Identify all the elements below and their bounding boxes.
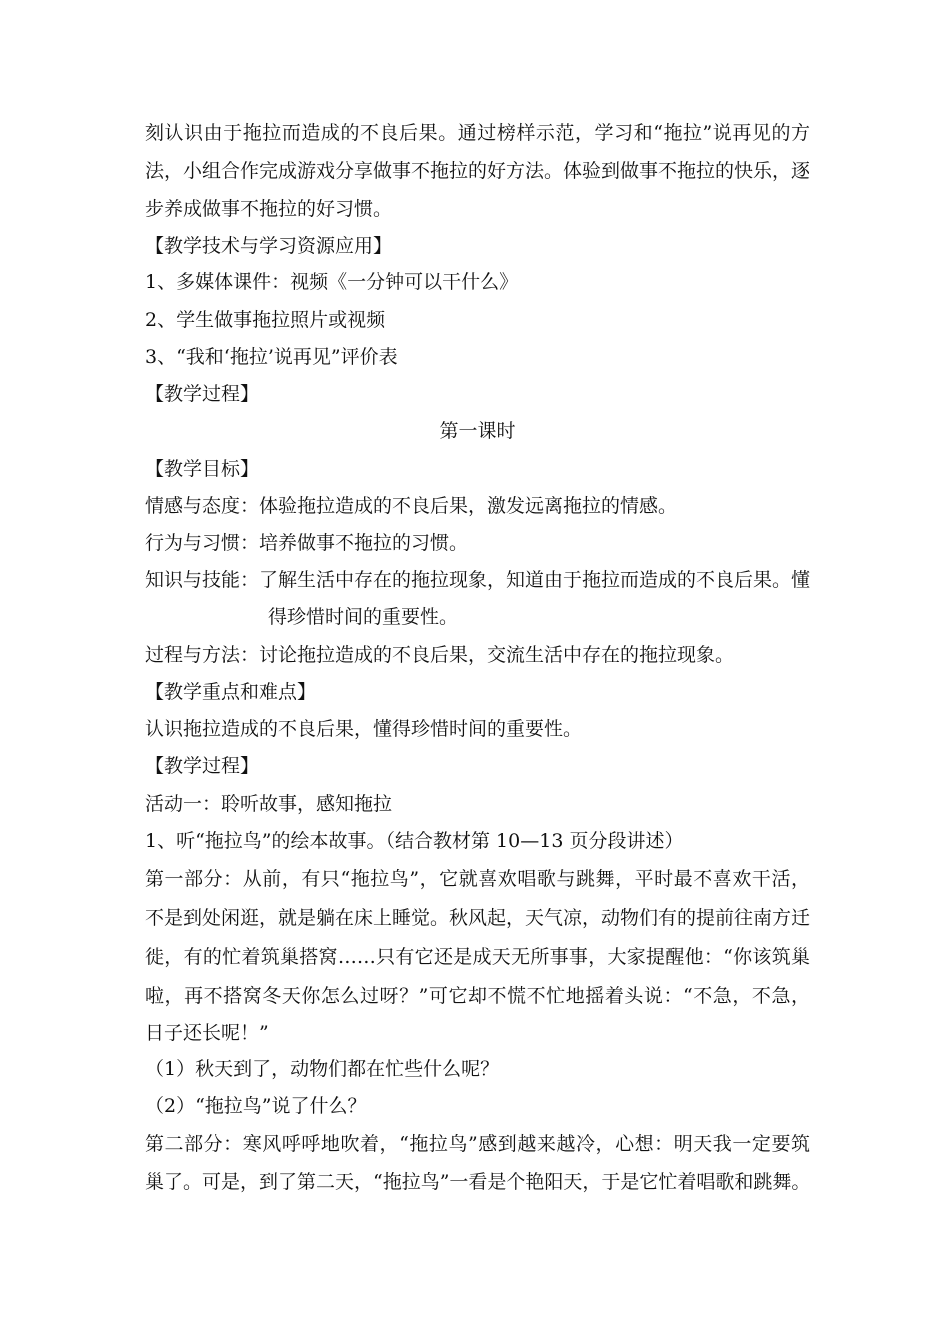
key-points-text: 认识拖拉造成的不良后果，懂得珍惜时间的重要性。 xyxy=(145,718,583,740)
resource-item-3: 3、“我和‘拖拉’说再见”评价表 xyxy=(145,346,398,368)
process-heading: 【教学过程】 xyxy=(145,383,260,405)
part-1-line-1: 第一部分：从前，有只“拖拉鸟”，它就喜欢唱歌与跳舞，平时最不喜欢干活， xyxy=(145,868,810,890)
resource-item-1: 1、多媒体课件：视频《一分钟可以干什么》 xyxy=(145,271,519,293)
step-1: 1、听“拖拉鸟”的绘本故事。（结合教材第 10—13 页分段讲述） xyxy=(145,830,684,852)
goal-method: 过程与方法：讨论拖拉造成的不良后果，交流生活中存在的拖拉现象。 xyxy=(145,644,735,666)
goal-behavior: 行为与习惯：培养做事不拖拉的习惯。 xyxy=(145,532,469,554)
part-1-line-2: 不是到处闲逛，就是躺在床上睡觉。秋风起，天气凉，动物们有的提前往南方迁 xyxy=(145,907,810,929)
activity-1-title: 活动一：聆听故事，感知拖拉 xyxy=(145,793,393,815)
part-2-line-2: 巢了。可是，到了第二天，“拖拉鸟”一看是个艳阳天，于是它忙着唱歌和跳舞。 xyxy=(145,1171,810,1193)
goal-emotion: 情感与态度：体验拖拉造成的不良后果，激发远离拖拉的情感。 xyxy=(145,495,678,517)
process-heading-2: 【教学过程】 xyxy=(145,755,260,777)
question-2: （2）“拖拉鸟”说了什么？ xyxy=(145,1095,367,1117)
goal-knowledge-line-1: 知识与技能：了解生活中存在的拖拉现象，知道由于拖拉而造成的不良后果。懂 xyxy=(145,569,810,591)
intro-line-3: 步养成做事不拖拉的好习惯。 xyxy=(145,198,393,220)
goals-heading: 【教学目标】 xyxy=(145,458,260,480)
resource-item-2: 2、学生做事拖拉照片或视频 xyxy=(145,309,386,331)
intro-line-1: 刻认识由于拖拉而造成的不良后果。通过榜样示范，学习和“拖拉”说再见的方 xyxy=(145,122,810,144)
part-1-line-5: 日子还长呢！” xyxy=(145,1022,269,1044)
part-1-line-3: 徙，有的忙着筑巢搭窝……只有它还是成天无所事事，大家提醒他：“你该筑巢 xyxy=(145,946,810,968)
lesson-title: 第一课时 xyxy=(439,420,516,442)
part-2-line-1: 第二部分：寒风呼呼地吹着，“拖拉鸟”感到越来越冷，心想：明天我一定要筑 xyxy=(145,1133,810,1155)
resources-heading: 【教学技术与学习资源应用】 xyxy=(145,235,393,257)
part-1-line-4: 啦，再不搭窝冬天你怎么过呀？”可它却不慌不忙地摇着头说：“不急，不急， xyxy=(145,985,810,1007)
intro-line-2: 法，小组合作完成游戏分享做事不拖拉的好方法。体验到做事不拖拉的快乐，逐 xyxy=(145,160,810,182)
key-points-heading: 【教学重点和难点】 xyxy=(145,681,317,703)
question-1: （1）秋天到了，动物们都在忙些什么呢？ xyxy=(145,1058,500,1080)
goal-knowledge-line-2: 得珍惜时间的重要性。 xyxy=(268,606,459,628)
